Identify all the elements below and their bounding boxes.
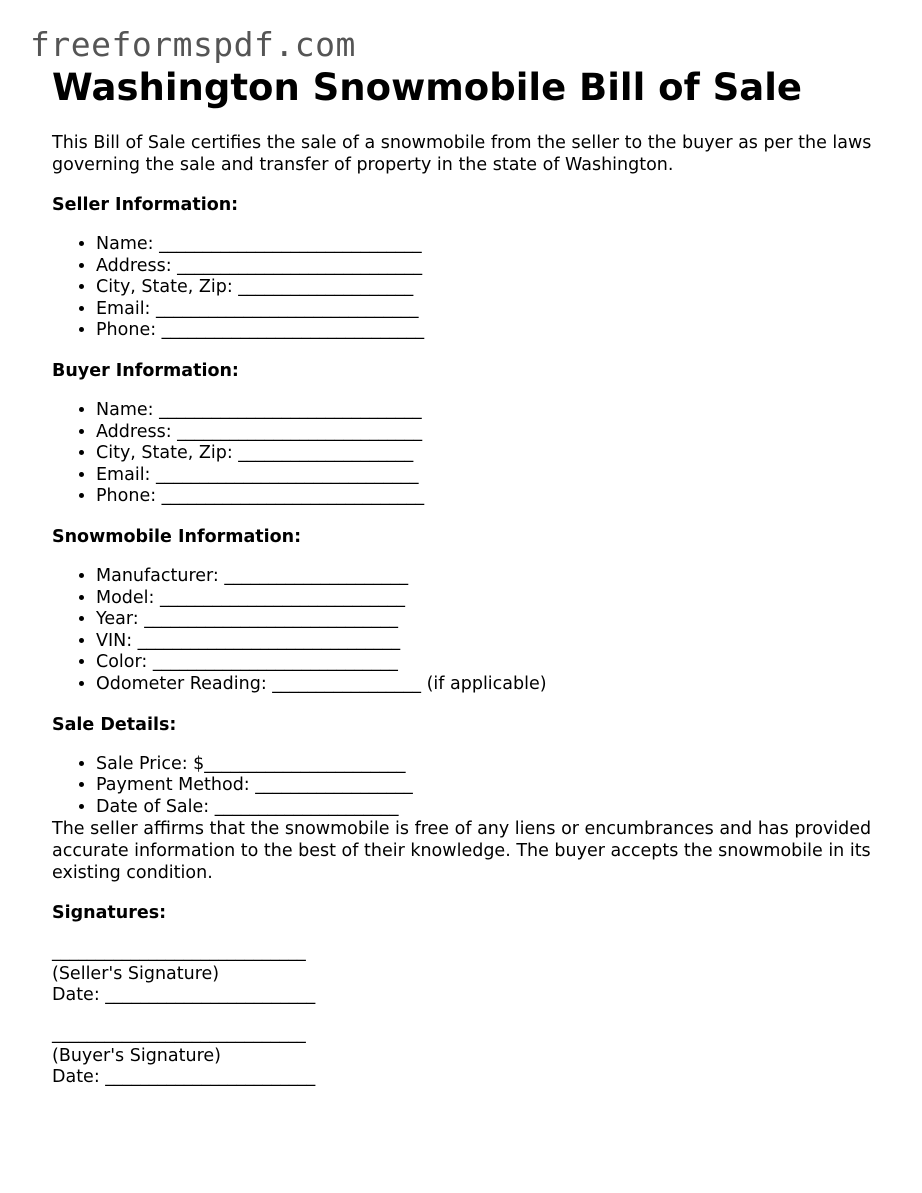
sale-fields — [52, 754, 872, 819]
date-of-sale-field: • Date of Sale: _____________________ — [96, 797, 872, 819]
snowmobile-heading: Snowmobile Information: — [52, 526, 302, 547]
seller-email-field: • Email: ______________________________ — [96, 299, 872, 321]
manufacturer-field: • Manufacturer: _____________________ — [96, 566, 872, 588]
intro-paragraph: This Bill of Sale certifies the sale of a snowmobile from the seller to the buyer as per the laws governing the sale and transfer of property in the state of Washington. — [52, 133, 872, 175]
watermark: freeformspdf.com — [30, 25, 356, 64]
payment-method-field: • Payment Method: __________________ — [96, 775, 872, 797]
buyer-address-field: • Address: ____________________________ — [96, 422, 872, 444]
seller-signature-label: (Seller's Signature) — [52, 963, 220, 984]
buyer-email-field: • Email: ______________________________ — [96, 465, 872, 487]
signatures-heading: Signatures: — [52, 903, 167, 924]
buyer-signature-line: _____________________________ — [52, 1024, 306, 1045]
seller-signature-date: Date: ________________________ — [52, 985, 316, 1006]
odometer-field: • Odometer Reading: _________________ (if applicable) — [96, 674, 872, 696]
seller-address-field: • Address: ____________________________ — [96, 256, 872, 278]
sale-heading: Sale Details: — [52, 714, 177, 735]
buyer-name-field: • Name: ______________________________ — [96, 400, 872, 422]
seller-heading: Seller Information: — [52, 195, 239, 215]
affirmation-paragraph: The seller affirms that the snowmobile is free of any liens or encumbrances and has provided accurate information to the best of their knowledge. The buyer accepts the snowmobile in its existing condition. — [52, 819, 872, 884]
buyer-signature-block — [52, 1024, 872, 1089]
vin-field: • VIN: ______________________________ — [96, 631, 872, 653]
model-field: • Model: ____________________________ — [96, 588, 872, 610]
seller-phone-field: • Phone: ______________________________ — [96, 320, 872, 342]
buyer-heading: Buyer Information: — [52, 360, 239, 381]
seller-name-field: • Name: ______________________________ — [96, 234, 872, 256]
buyer-fields — [52, 400, 872, 508]
buyer-signature-label: (Buyer's Signature) — [52, 1045, 221, 1066]
color-field: • Color: ____________________________ — [96, 652, 872, 674]
document-title: Washington Snowmobile Bill of Sale — [52, 66, 802, 109]
document-body — [52, 66, 872, 1089]
year-field: • Year: _____________________________ — [96, 609, 872, 631]
seller-signature-block — [52, 942, 872, 1007]
buyer-signature-date: Date: ________________________ — [52, 1067, 316, 1088]
sale-price-field: • Sale Price: $_______________________ — [96, 754, 872, 776]
snowmobile-fields — [52, 566, 872, 696]
buyer-city-state-zip-field: • City, State, Zip: ____________________ — [96, 443, 872, 465]
seller-city-state-zip-field: • City, State, Zip: ____________________ — [96, 277, 872, 299]
seller-signature-line: _____________________________ — [52, 942, 306, 963]
buyer-phone-field: • Phone: ______________________________ — [96, 486, 872, 508]
seller-fields — [52, 234, 872, 342]
